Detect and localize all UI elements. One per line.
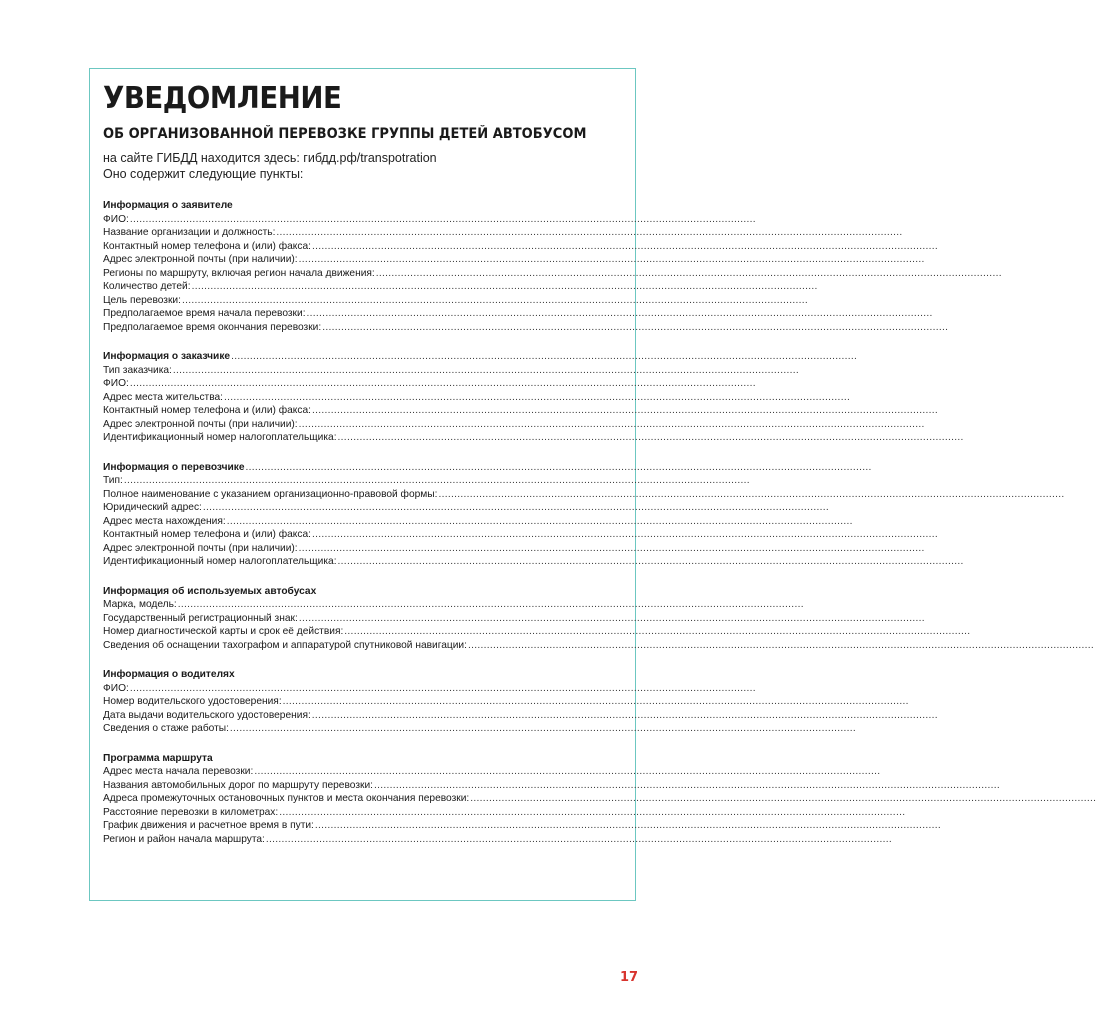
- fill-in-dots: ........................................................................................................................................................................................................: [123, 475, 750, 486]
- fill-in-dots: ........................................................................................................................................................................................................: [177, 599, 804, 610]
- fill-in-dots: ........................................................................................................................................................................................................: [337, 432, 964, 443]
- form-field-line: [103, 639, 1095, 653]
- form-field-label: Предполагаемое время начала перевозки:: [103, 308, 306, 319]
- form-field-line: [103, 819, 941, 833]
- form-field-label: Дата выдачи водительского удостоверения:: [103, 709, 311, 721]
- fill-in-dots: ........................................................................................................................................................................................................: [129, 378, 756, 389]
- form-field-line: [103, 280, 818, 294]
- form-field-label: Номер диагностической карты и срок её действия:: [103, 626, 344, 637]
- form-field-line: [103, 474, 750, 488]
- form-field-line: [103, 418, 925, 432]
- fill-in-dots: ........................................................................................................................................................................................................: [298, 542, 925, 554]
- section-heading-label: Информация о заявителе: [103, 200, 233, 211]
- section-carrier: [103, 461, 1065, 569]
- section-drivers: [103, 668, 938, 736]
- intro-line-website: на сайте ГИБДД находится здесь: гибдд.рф/transpotration: [103, 151, 437, 165]
- form-field-label: Название организации и должность:: [103, 227, 276, 238]
- form-field-label: ФИО:: [103, 682, 129, 694]
- section-heading: [103, 585, 627, 599]
- form-field-line: [103, 682, 756, 696]
- fill-in-dots: ........................................................................................................................................................................................................: [282, 696, 909, 707]
- form-field-label: Адреса промежуточных остановочных пунктов и места окончания перевозки:: [103, 793, 470, 804]
- form-field-line: [103, 226, 903, 240]
- fill-in-dots: ........................................................................................................................................................................................................: [337, 556, 964, 567]
- form-field-line: [103, 806, 906, 820]
- fill-in-dots: ........................................................................................................................................................................................................: [172, 364, 799, 376]
- fill-in-dots: ........................................................................................................................................................................................................: [298, 254, 925, 265]
- form-field-label: Количество детей:: [103, 281, 191, 292]
- fill-in-dots: ........................................................................................................................................................................................................: [129, 682, 756, 694]
- form-field-line: [103, 294, 809, 308]
- form-field-line: [103, 213, 756, 227]
- form-field-label: График движения и расчетное время в пути:: [103, 820, 314, 831]
- fill-in-dots: ........................................................................................................................................................................................................: [202, 502, 829, 513]
- form-field-line: [103, 377, 756, 391]
- fill-in-dots: ........................................................................................................................................................................................................: [470, 793, 1096, 804]
- form-field-line: [103, 612, 925, 626]
- form-field-label: Тип заказчика:: [103, 364, 172, 376]
- fill-in-dots: ........................................................................................................................................................................................................: [373, 779, 1001, 791]
- form-field-line: [103, 709, 938, 723]
- section-heading: [103, 752, 627, 766]
- section-heading: [103, 668, 627, 682]
- form-field-label: Контактный номер телефона и (или) факса:: [103, 529, 311, 540]
- intro-text: [103, 151, 627, 182]
- form-field-line: [103, 833, 892, 847]
- fill-in-dots: ........................................................................................................................................................................................................: [224, 391, 851, 403]
- fill-in-dots: ........................................................................................................................................................................................................: [231, 351, 858, 362]
- form-field-line: [103, 528, 939, 542]
- fill-in-dots: ........................................................................................................................................................................................................: [344, 626, 971, 637]
- form-field-label: Марка, модель:: [103, 599, 177, 610]
- form-field-label: Расстояние перевозки в километрах:: [103, 806, 279, 818]
- form-field-line: [103, 431, 964, 445]
- form-field-line: [103, 765, 881, 779]
- form-field-label: Тип:: [103, 475, 123, 486]
- section-heading: [103, 461, 872, 475]
- fill-in-dots: ........................................................................................................................................................................................................: [311, 240, 939, 252]
- form-field-label: Адрес места жительства:: [103, 391, 223, 403]
- form-field-line: [103, 267, 1002, 281]
- form-field-line: [103, 779, 1001, 793]
- form-field-label: Регион и район начала маршрута:: [103, 833, 265, 845]
- document-frame: [89, 68, 1096, 901]
- fill-in-dots: ........................................................................................................................................................................................................: [306, 308, 933, 319]
- form-field-line: [103, 722, 857, 736]
- form-field-line: [103, 240, 939, 254]
- form-field-line: [103, 253, 925, 267]
- fill-in-dots: ........................................................................................................................................................................................................: [311, 405, 939, 416]
- form-field-label: ФИО:: [103, 213, 129, 225]
- fill-in-dots: ........................................................................................................................................................................................................: [438, 488, 1065, 500]
- form-field-line: [103, 404, 939, 418]
- form-field-label: Сведения об оснащении тахографом и аппаратурой спутниковой навигации:: [103, 639, 467, 651]
- section-heading-label: Информация о заказчике: [103, 351, 231, 362]
- form-field-line: [103, 307, 933, 321]
- form-field-label: Идентификационный номер налогоплательщика:: [103, 432, 337, 443]
- form-field-label: Контактный номер телефона и (или) факса:: [103, 240, 311, 252]
- fill-in-dots: ........................................................................................................................................................................................................: [245, 461, 872, 473]
- form-field-line: [103, 391, 851, 405]
- form-field-line: [103, 542, 925, 556]
- section-route: [103, 752, 1096, 847]
- form-field-line: [103, 364, 799, 378]
- fill-in-dots: ........................................................................................................................................................................................................: [226, 515, 853, 527]
- form-field-label: Номер водительского удостоверения:: [103, 696, 282, 707]
- form-field-label: Названия автомобильных дорог по маршруту перевозки:: [103, 779, 373, 791]
- fill-in-dots: ........................................................................................................................................................................................................: [129, 213, 756, 225]
- fill-in-dots: ........................................................................................................................................................................................................: [311, 529, 939, 540]
- fill-in-dots: ........................................................................................................................................................................................................: [254, 766, 881, 777]
- form-field-line: [103, 625, 971, 639]
- form-field-label: Полное наименование с указанием организационно-правовой формы:: [103, 488, 438, 500]
- form-field-label: Адрес места начала перевозки:: [103, 766, 254, 777]
- section-customer: [103, 350, 964, 445]
- form-field-line: [103, 598, 804, 612]
- section-heading: [103, 350, 858, 364]
- form-field-line: [103, 321, 949, 335]
- form-field-label: Адрес электронной почты (при наличии):: [103, 542, 298, 554]
- fill-in-dots: ........................................................................................................................................................................................................: [265, 833, 892, 845]
- fill-in-dots: ........................................................................................................................................................................................................: [181, 294, 809, 306]
- form-field-line: [103, 488, 1065, 502]
- form-field-label: Предполагаемое время окончания перевозки:: [103, 321, 322, 333]
- page-subtitle: ОБ ОРГАНИЗОВАННОЙ ПЕРЕВОЗКЕ ГРУППЫ ДЕТЕЙ АВТОБУСОМ: [103, 126, 587, 142]
- fill-in-dots: ........................................................................................................................................................................................................: [298, 612, 925, 624]
- fill-in-dots: ........................................................................................................................................................................................................: [191, 281, 818, 292]
- section-heading-label: Информация о водителях: [103, 669, 235, 680]
- intro-line-contents: Оно содержит следующие пункты:: [103, 166, 304, 181]
- form-field-label: Идентификационный номер налогоплательщика:: [103, 556, 337, 567]
- form-field-label: ФИО:: [103, 378, 129, 389]
- fill-in-dots: ........................................................................................................................................................................................................: [276, 227, 903, 238]
- fill-in-dots: ........................................................................................................................................................................................................: [314, 820, 941, 831]
- page-title: УВЕДОМЛЕНИЕ: [103, 81, 342, 116]
- section-buses: [103, 585, 1095, 653]
- fill-in-dots: ........................................................................................................................................................................................................: [322, 321, 949, 333]
- form-field-label: Государственный регистрационный знак:: [103, 612, 298, 624]
- section-heading: [103, 199, 627, 213]
- form-field-line: [103, 555, 964, 569]
- form-field-label: Адрес электронной почты (при наличии):: [103, 254, 298, 265]
- fill-in-dots: ........................................................................................................................................................................................................: [467, 639, 1095, 651]
- section-applicant: [103, 199, 1002, 334]
- form-field-label: Регионы по маршруту, включая регион начала движения:: [103, 267, 375, 279]
- form-field-label: Адрес электронной почты (при наличии):: [103, 418, 298, 430]
- fill-in-dots: ........................................................................................................................................................................................................: [375, 267, 1002, 279]
- fill-in-dots: ........................................................................................................................................................................................................: [279, 806, 906, 818]
- section-heading-label: Программа маршрута: [103, 752, 213, 764]
- form-field-line: [103, 515, 853, 529]
- form-field-label: Сведения о стаже работы:: [103, 723, 229, 734]
- form-field-line: [103, 792, 1096, 806]
- form-field-label: Контактный номер телефона и (или) факса:: [103, 405, 311, 416]
- fill-in-dots: ........................................................................................................................................................................................................: [298, 418, 925, 430]
- form-field-line: [103, 501, 829, 515]
- page-number: 17: [620, 970, 639, 985]
- form-field-label: Цель перевозки:: [103, 294, 181, 306]
- section-heading-label: Информация о перевозчике: [103, 461, 245, 473]
- form-field-label: Адрес места нахождения:: [103, 515, 226, 527]
- form-field-line: [103, 695, 909, 709]
- fill-in-dots: ........................................................................................................................................................................................................: [311, 709, 938, 721]
- section-heading-label: Информация об используемых автобусах: [103, 585, 317, 597]
- form-field-label: Юридический адрес:: [103, 502, 202, 513]
- form-sections: [103, 199, 1096, 846]
- document-content: [103, 81, 1096, 846]
- fill-in-dots: ........................................................................................................................................................................................................: [229, 723, 857, 734]
